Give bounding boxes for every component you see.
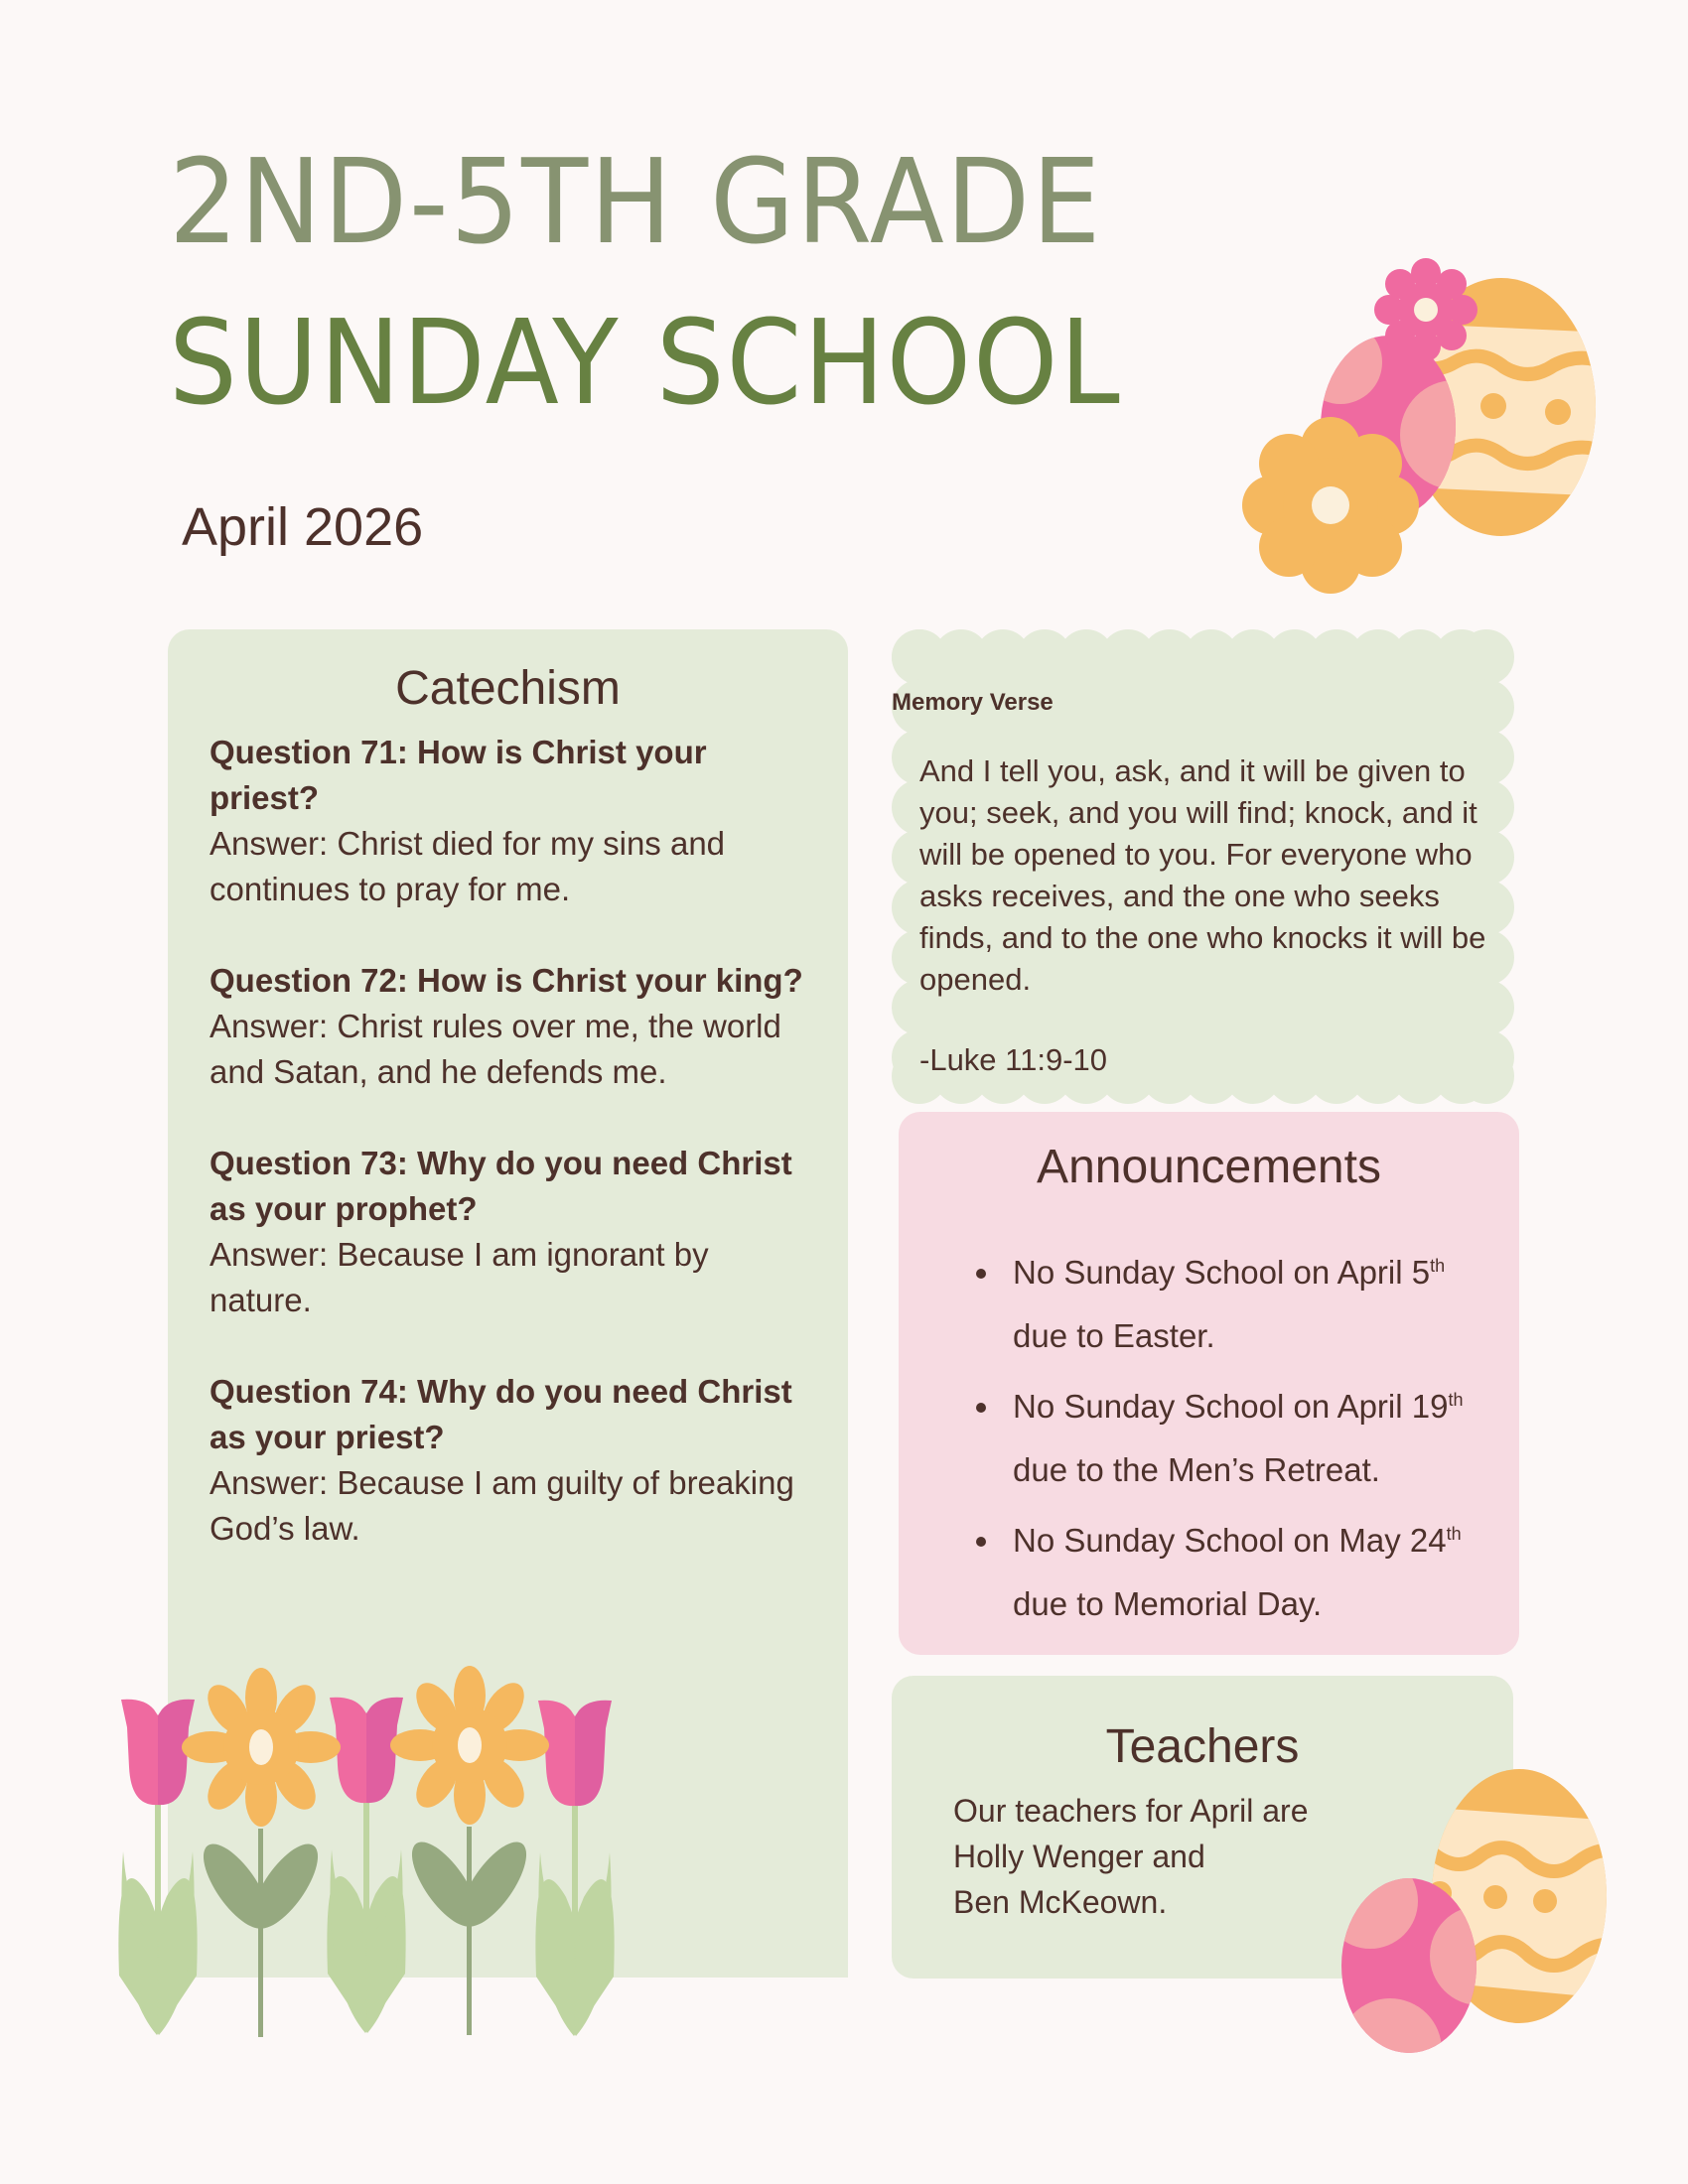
- catechism-answer: Answer: Christ rules over me, the world and Satan, and he defends me.: [210, 1008, 781, 1090]
- catechism-answer: Answer: Christ died for my sins and continues to pray for me.: [210, 825, 726, 907]
- ordinal-suffix: th: [1446, 1524, 1462, 1544]
- teachers-line: Our teachers for April are: [953, 1793, 1309, 1829]
- pink-flower-icon: [1374, 258, 1477, 361]
- catechism-item: [210, 1369, 805, 1552]
- easter-eggs-decoration-bottom: [1331, 1767, 1628, 2065]
- orange-flower-icon: [1242, 417, 1419, 594]
- announcements-heading: Announcements: [1037, 1141, 1381, 1193]
- announcements-card: [899, 1112, 1519, 1655]
- easter-eggs-decoration-top: [1241, 248, 1609, 606]
- teachers-line: Ben McKeown.: [953, 1884, 1168, 1920]
- catechism-item: [210, 1141, 805, 1323]
- catechism-answer: Answer: Because I am guilty of breaking God’s law.: [210, 1464, 794, 1547]
- announcements-list: [899, 1234, 1489, 1636]
- announcement-text: No Sunday School on May 24: [1013, 1522, 1447, 1559]
- announcement-item: [1003, 1234, 1489, 1368]
- announcement-text: No Sunday School on April 5: [1013, 1254, 1431, 1291]
- catechism-item: [210, 958, 805, 1095]
- memory-verse-heading: Memory Verse: [892, 688, 1054, 716]
- title-sunday-school: SUNDAY SCHOOL: [169, 294, 1122, 431]
- announcement-reason: due to Memorial Day.: [1013, 1585, 1323, 1622]
- title-grade: 2ND-5TH GRADE: [169, 133, 1103, 270]
- issue-date: April 2026: [182, 497, 424, 557]
- announcement-reason: due to Easter.: [1013, 1317, 1215, 1354]
- catechism-question: Question 74: Why do you need Christ as your priest?: [210, 1373, 792, 1455]
- catechism-answer: Answer: Because I am ignorant by nature.: [210, 1236, 709, 1318]
- catechism-question: Question 72: How is Christ your king?: [210, 962, 803, 999]
- catechism-heading: Catechism: [395, 662, 621, 715]
- announcement-item: [1003, 1368, 1489, 1502]
- ordinal-suffix: th: [1430, 1256, 1446, 1276]
- announcement-item: [1003, 1502, 1489, 1636]
- catechism-item: [210, 730, 805, 912]
- catechism-question: Question 73: Why do you need Christ as your prophet?: [210, 1145, 792, 1227]
- memory-verse-reference: -Luke 11:9-10: [919, 1041, 1107, 1077]
- memory-verse-card: [892, 629, 1514, 1104]
- teachers-line: Holly Wenger and: [953, 1839, 1205, 1874]
- teachers-heading: Teachers: [1105, 1720, 1300, 1773]
- teachers-text: [953, 1788, 1390, 1925]
- ordinal-suffix: th: [1448, 1390, 1464, 1410]
- memory-verse-text: And I tell you, ask, and it will be given to you; seek, and you will find; knock, and it will be opened to you. For everyone who asks receives, and the one who seeks finds, and to the one who knocks it will be opened.: [919, 752, 1486, 997]
- flowers-decoration: [109, 1638, 884, 2055]
- announcement-text: No Sunday School on April 19: [1013, 1388, 1449, 1425]
- announcement-reason: due to the Men’s Retreat.: [1013, 1451, 1380, 1488]
- daisy-icon: [182, 1668, 341, 2037]
- catechism-question: Question 71: How is Christ your priest?: [210, 734, 707, 816]
